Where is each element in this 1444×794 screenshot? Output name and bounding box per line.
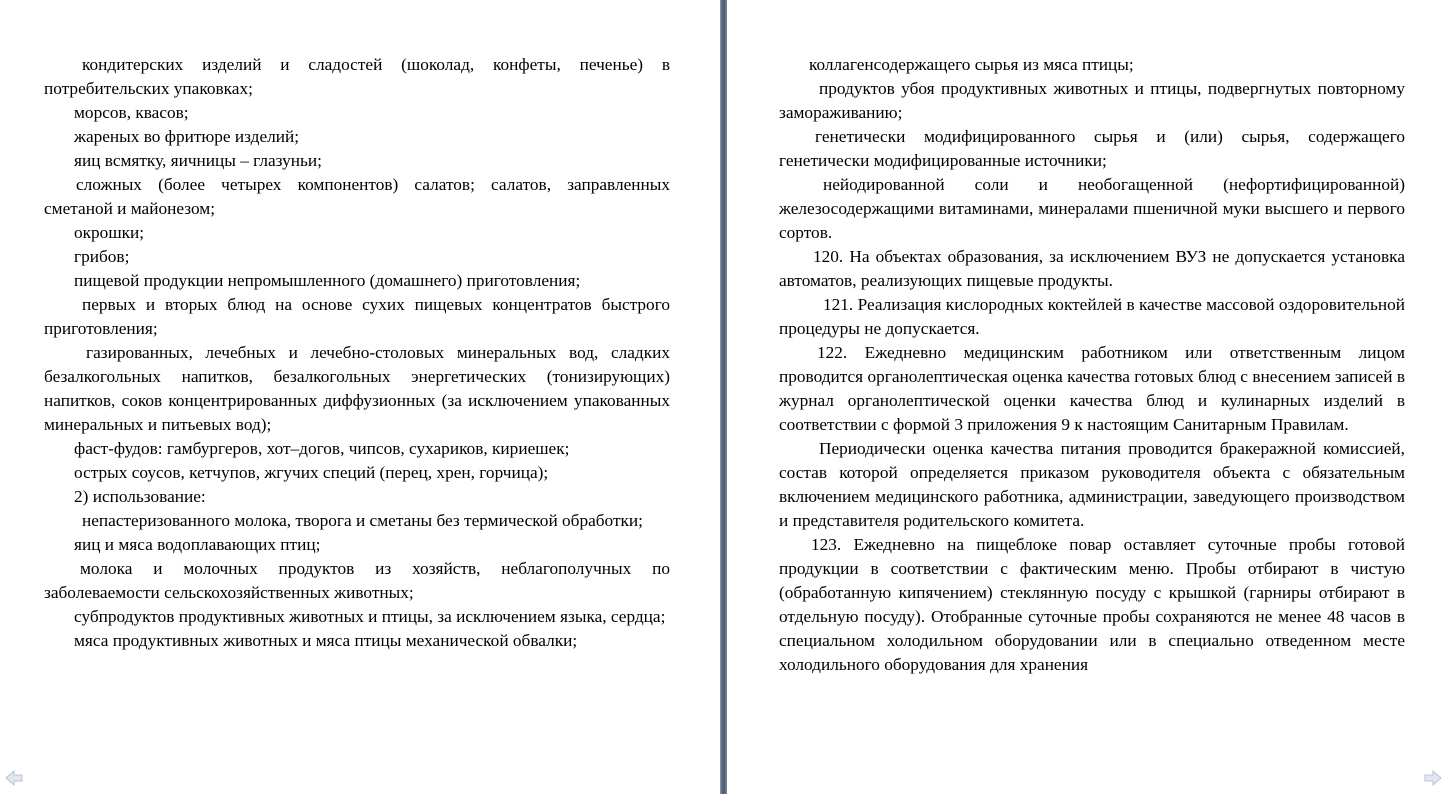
next-page-button[interactable] (1424, 770, 1442, 786)
paragraph: газированных, лечебных и лечебно-столовых минеральных вод, сладких безалкогольных напитков, безалкогольных энергетических (тонизирующих) напитков, соков концентрированных диффузионных (за исключением упакованных минеральных и питьевых вод); (44, 343, 670, 434)
paragraph: яиц всмятку, яичницы – глазуньи; (74, 151, 322, 170)
paragraph: яиц и мяса водоплавающих птиц; (74, 535, 321, 554)
paragraph: продуктов убоя продуктивных животных и птицы, подвергнутых повторному замораживанию; (779, 79, 1405, 122)
paragraph: грибов; (74, 247, 130, 266)
left-page-text (44, 53, 670, 653)
paragraph: субпродуктов продуктивных животных и птицы, за исключением языка, сердца; (74, 607, 666, 626)
paragraph: сложных (более четырех компонентов) салатов; салатов, заправленных сметаной и майонезом; (44, 175, 670, 218)
right-page-text (779, 53, 1405, 677)
paragraph: 121. Реализация кислородных коктейлей в качестве массовой оздоровительной процедуры не допускается. (779, 295, 1405, 338)
previous-page-button[interactable] (5, 770, 23, 786)
paragraph: 122. Ежедневно медицинским работником или ответственным лицом проводится органолептическая оценка качества готовых блюд с внесением записей в журнал органолептической оценки качества блюд и кулинарных изделий в соответствии с формой 3 приложения 9 к настоящим Санитарным Правилам. (779, 343, 1405, 434)
paragraph: генетически модифицированного сырья и (или) сырья, содержащего генетически модифицированные источники; (779, 127, 1405, 170)
paragraph: первых и вторых блюд на основе сухих пищевых концентратов быстрого приготовления; (44, 295, 670, 338)
page-divider (720, 0, 727, 794)
paragraph: фаст-фудов: гамбургеров, хот–догов, чипсов, сухариков, кириешек; (74, 439, 570, 458)
paragraph: острых соусов, кетчупов, жгучих специй (перец, хрен, горчица); (74, 463, 549, 482)
paragraph: 120. На объектах образования, за исключением ВУЗ не допускается установка автоматов, реализующих пищевые продукты. (779, 247, 1405, 290)
paragraph: 2) использование: (74, 487, 206, 506)
paragraph: окрошки; (74, 223, 145, 242)
paragraph: коллагенсодержащего сырья из мяса птицы; (809, 55, 1134, 74)
paragraph: Периодически оценка качества питания проводится бракеражной комиссией, состав которой определяется приказом руководителя объекта с обязательным включением медицинского работника, администрации, заведующего производством и представителя родительского комитета. (779, 439, 1405, 530)
paragraph: морсов, квасов; (74, 103, 189, 122)
paragraph: пищевой продукции непромышленного (домашнего) приготовления; (74, 271, 581, 290)
paragraph: молока и молочных продуктов из хозяйств, неблагополучных по заболеваемости сельскохозяйственных животных; (44, 559, 670, 602)
arrow-right-icon (1424, 770, 1442, 786)
right-page (727, 0, 1444, 794)
paragraph: жареных во фритюре изделий; (74, 127, 300, 146)
paragraph: мяса продуктивных животных и мяса птицы механической обвалки; (74, 631, 578, 650)
left-page (0, 0, 720, 794)
arrow-left-icon (5, 770, 23, 786)
paragraph: непастеризованного молока, творога и сметаны без термической обработки; (82, 511, 643, 530)
paragraph: 123. Ежедневно на пищеблоке повар оставляет суточные пробы готовой продукции в соответствии с фактическим меню. Пробы отбирают в чистую (обработанную кипячением) стеклянную посуду с крышкой (гарниры отбирают в отдельную посуду). Отобранные суточные пробы сохраняются не менее 48 часов в специальном холодильном оборудовании или в специально отведенном месте холодильного оборудования для хранения (779, 535, 1405, 674)
paragraph: кондитерских изделий и сладостей (шоколад, конфеты, печенье) в потребительских упаковках; (44, 55, 670, 98)
paragraph: нейодированной соли и необогащенной (нефортифицированной) железосодержащими витаминами, минералами пшеничной муки высшего и первого сортов. (779, 175, 1405, 242)
